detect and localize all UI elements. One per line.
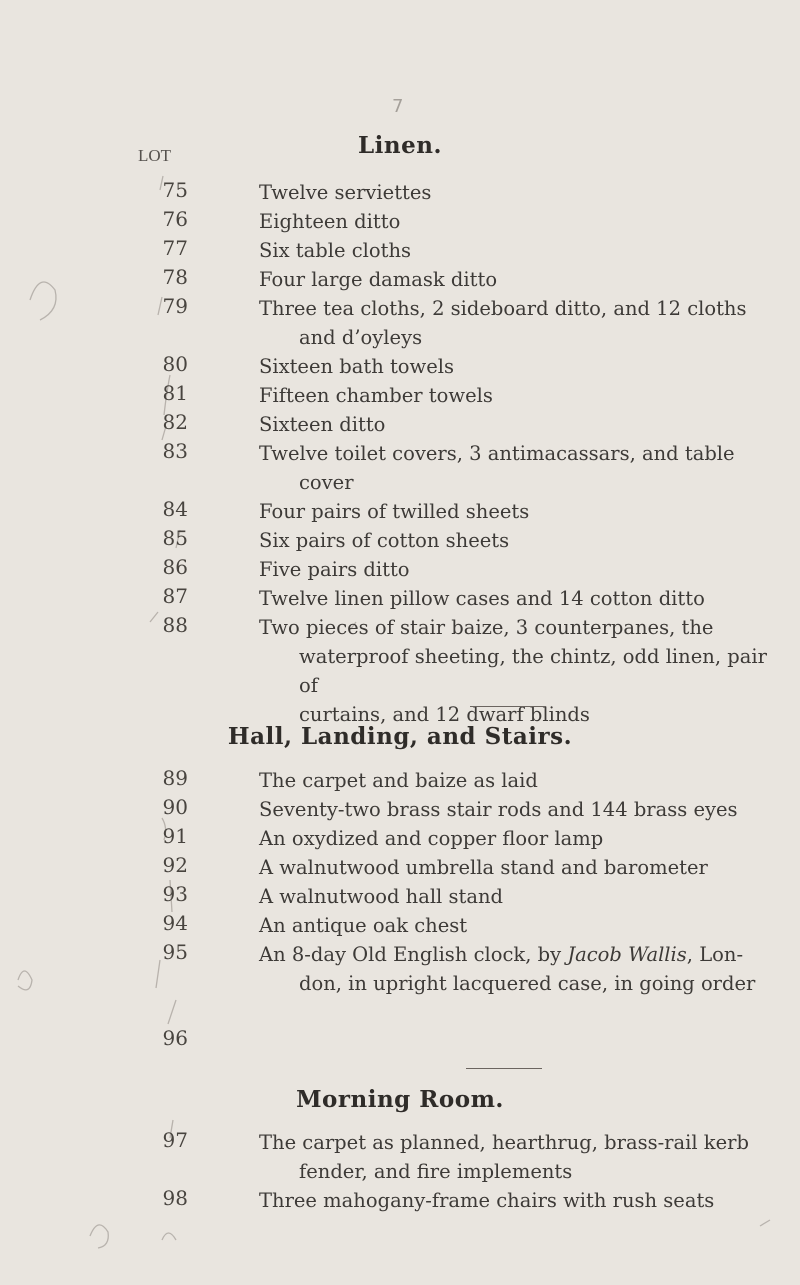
lot-number: 85 (162, 526, 188, 550)
lot-description: A walnutwood hall stand (259, 885, 504, 908)
section-divider (466, 1068, 542, 1069)
lot-description: Eighteen ditto (259, 210, 401, 233)
lot-number: 88 (162, 613, 188, 637)
lot-number: 77 (162, 236, 188, 260)
lot-number: 94 (162, 911, 188, 935)
lot-number: 92 (162, 853, 188, 877)
lot-description: Three mahogany-frame chairs with rush seats (259, 1189, 715, 1212)
lot-description: The carpet and baize as laid (259, 769, 538, 792)
lot-number: 78 (162, 265, 188, 289)
lot-column-header: LOT (138, 146, 172, 165)
lot-description: Three tea cloths, 2 sideboard ditto, and 12 cloths and d’oyleys (259, 297, 747, 349)
clockmaker-name: Jacob Wallis (567, 943, 687, 966)
lot-description: Six pairs of cotton sheets (259, 529, 510, 552)
lot-description: Twelve serviettes (259, 181, 432, 204)
lot-description: Sixteen bath towels (259, 355, 455, 378)
section-divider (470, 706, 546, 707)
section-title-hall-landing-stairs: Hall, Landing, and Stairs. (227, 723, 573, 750)
lot-description: The carpet as planned, hearthrug, brass-rail kerb fender, and fire implements (259, 1131, 749, 1183)
lot-description: An 8-day Old English clock, by Jacob Wallis, Lon- don, in upright lacquered case, in going order (259, 943, 756, 995)
lot-number: 86 (162, 555, 188, 579)
lot-number: 95 (162, 940, 188, 964)
lot-number: 81 (162, 381, 188, 405)
lot-number: 76 (162, 207, 188, 231)
lot-description: Five pairs ditto (259, 558, 410, 581)
lot-number: 83 (162, 439, 188, 463)
lot-description: An antique oak chest (259, 914, 468, 937)
lot-number: 90 (162, 795, 188, 819)
lot-description: A walnutwood umbrella stand and barometer (259, 856, 708, 879)
lot-description: Four large damask ditto (259, 268, 498, 291)
lot-number: 91 (162, 824, 188, 848)
lot-number: 79 (162, 294, 188, 318)
lot-description: Sixteen ditto (259, 413, 386, 436)
lot-description: Two pieces of stair baize, 3 counterpanes, the waterproof sheeting, the chintz, odd linen, pair of curtains, and 12 dwarf blinds (259, 616, 767, 726)
section-title-morning-room: Morning Room. (296, 1086, 504, 1113)
lot-description: Twelve linen pillow cases and 14 cotton ditto (259, 587, 705, 610)
lot-description: An oxydized and copper floor lamp (259, 827, 604, 850)
page-number-mark: 7 (392, 96, 404, 117)
lot-description: Four pairs of twilled sheets (259, 500, 530, 523)
lot-number: 96 (162, 1026, 188, 1050)
lot-number: 98 (162, 1186, 188, 1210)
section-title-linen: Linen. (358, 132, 442, 159)
lot-number: 97 (162, 1128, 188, 1152)
lot-number: 80 (162, 352, 188, 376)
lot-number: 75 (162, 178, 188, 202)
lot-number: 93 (162, 882, 188, 906)
lot-description: Seventy-two brass stair rods and 144 brass eyes (259, 798, 738, 821)
lot-number: 89 (162, 766, 188, 790)
lot-number: 87 (162, 584, 188, 608)
lot-number: 84 (162, 497, 188, 521)
lot-description: Twelve toilet covers, 3 antimacassars, and table cover (259, 442, 735, 494)
lot-number: 82 (162, 410, 188, 434)
lot-description: Six table cloths (259, 239, 412, 262)
lot-description: Fifteen chamber towels (259, 384, 493, 407)
